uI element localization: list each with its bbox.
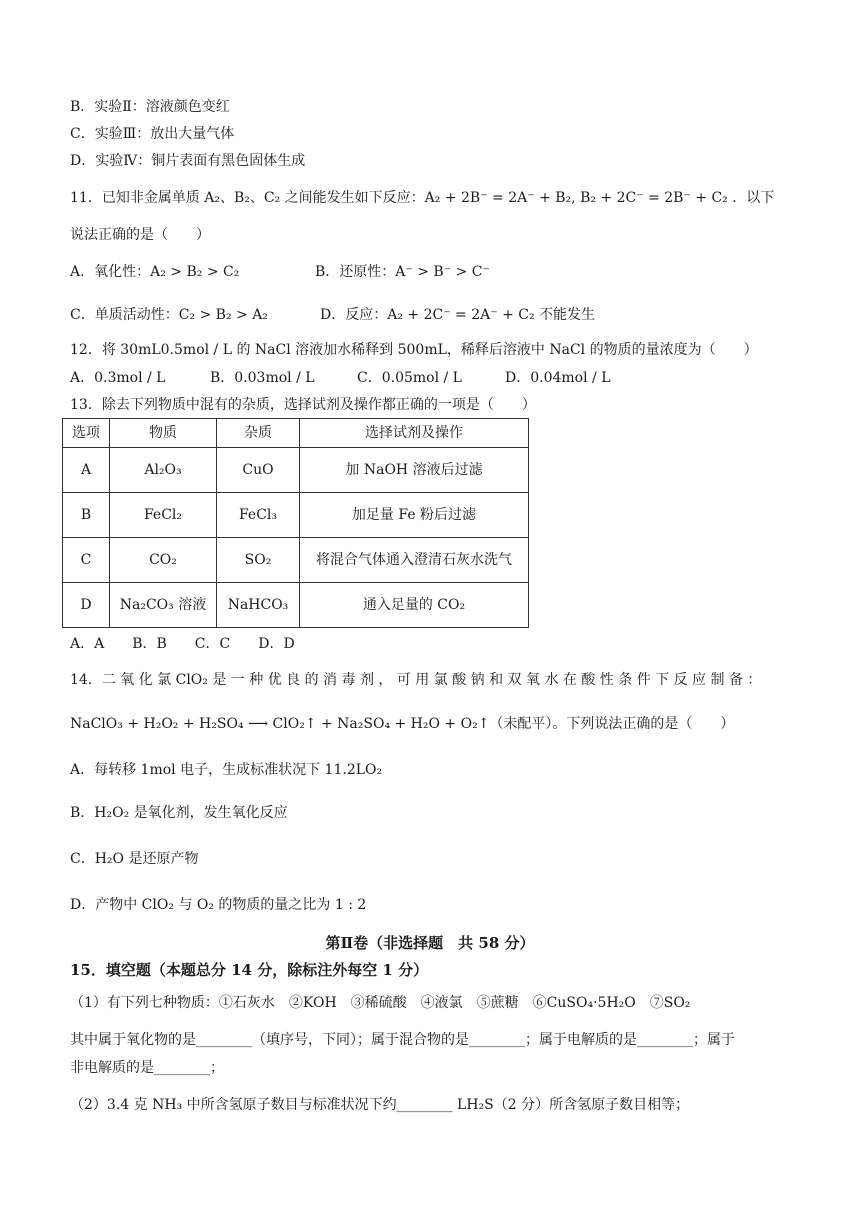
q14-option-b: B．H₂O₂ 是氧化剂，发生氧化反应 (70, 805, 288, 821)
q12-option-a: A．0.3mol / L (70, 370, 166, 386)
table-header-row (63, 419, 529, 448)
table-cell: Al₂O₃ (110, 448, 217, 493)
table-cell: CO₂ (110, 538, 217, 583)
table-cell: C (63, 538, 110, 583)
q14-option-a: A．每转移 1mol 电子，生成标准状况下 11.2LO₂ (70, 762, 383, 778)
table-row (63, 448, 529, 493)
q10-option-c: C．实验Ⅲ：放出大量气体 (70, 126, 235, 142)
q11-option-a: A．氧化性：A₂ > B₂ > C₂ (70, 264, 240, 280)
q15-part2: （2）3.4 克 NH₃ 中所含氢原子数目与标准状况下约________ LH₂S（2 分）所含氢原子数目相等； (70, 1097, 690, 1113)
table-header-cell: 选择试剂及操作 (300, 419, 529, 448)
q11-option-d: D．反应：A₂ + 2C⁻ = 2A⁻ + C₂ 不能发生 (320, 307, 596, 323)
table-cell: B (63, 493, 110, 538)
q11-stem-line2: 说法正确的是（ ） (70, 227, 210, 243)
table-cell: CuO (217, 448, 300, 493)
table-cell: 通入足量的 CO₂ (300, 583, 529, 628)
table-cell: 加 NaOH 溶液后过滤 (300, 448, 529, 493)
q10-option-d: D．实验Ⅳ：铜片表面有黑色固体生成 (70, 153, 306, 169)
q11-option-b: B．还原性：A⁻ > B⁻ > C⁻ (315, 264, 490, 280)
table-cell: 将混合气体通入澄清石灰水洗气 (300, 538, 529, 583)
q14-stem-line1: 14．二 氧 化 氯 ClO₂ 是 一 种 优 良 的 消 毒 剂 ， 可 用 氯 酸 钠 和 双 氧 水 在 酸 性 条 件 下 反 应 制 备 ： (70, 672, 762, 688)
table-header-cell: 选项 (63, 419, 110, 448)
table-cell: A (63, 448, 110, 493)
table-row (63, 538, 529, 583)
q12-stem: 12．将 30mL0.5mol / L 的 NaCl 溶液加水稀释到 500mL，稀释后溶液中 NaCl 的物质的量浓度为（ ） (70, 342, 758, 358)
section-header: 第Ⅱ卷（非选择题 共 58 分） (325, 934, 535, 952)
table-cell: D (63, 583, 110, 628)
q13-table (62, 418, 529, 628)
q12-option-d: D．0.04mol / L (505, 370, 611, 386)
q14-stem-line2: NaClO₃ + H₂O₂ + H₂SO₄ ⟶ ClO₂↑ + Na₂SO₄ + H₂O + O₂↑（未配平）。下列说法正确的是（ ） (70, 716, 735, 732)
q13-options: A．A B．B C．C D．D (70, 636, 295, 652)
q11-stem-line1: 11．已知非金属单质 A₂、B₂、C₂ 之间能发生如下反应：A₂ + 2B⁻ = 2A⁻ + B₂, B₂ + 2C⁻ = 2B⁻ + C₂ ．以下 (70, 190, 775, 206)
q15-part1-line2: 其中属于氧化物的是________（填序号，下同）；属于混合物的是________；属于电解质的是________；属于 (70, 1032, 735, 1048)
table-cell: FeCl₂ (110, 493, 217, 538)
q14-option-d: D．产物中 ClO₂ 与 O₂ 的物质的量之比为 1 : 2 (70, 897, 367, 913)
table-row (63, 583, 529, 628)
q15-part1-line3: 非电解质的是________； (70, 1060, 224, 1076)
table-cell: NaHCO₃ (217, 583, 300, 628)
q10-option-b: B．实验Ⅱ：溶液颜色变红 (70, 99, 230, 115)
table-header-cell: 杂质 (217, 419, 300, 448)
table-cell: Na₂CO₃ 溶液 (110, 583, 217, 628)
q11-option-c: C．单质活动性：C₂ > B₂ > A₂ (70, 307, 268, 323)
table-cell: FeCl₃ (217, 493, 300, 538)
q15-title: 15．填空题（本题总分 14 分，除标注外每空 1 分） (70, 961, 429, 979)
table-cell: 加足量 Fe 粉后过滤 (300, 493, 529, 538)
q15-part1-line1: （1）有下列七种物质：①石灰水 ②KOH ③稀硫酸 ④液氯 ⑤蔗糖 ⑥CuSO₄·5H₂O ⑦SO₂ (70, 995, 691, 1011)
table-row (63, 493, 529, 538)
q14-option-c: C．H₂O 是还原产物 (70, 851, 199, 867)
table-cell: SO₂ (217, 538, 300, 583)
q12-option-c: C．0.05mol / L (357, 370, 462, 386)
q12-option-b: B．0.03mol / L (210, 370, 315, 386)
table-header-cell: 物质 (110, 419, 217, 448)
q13-stem: 13．除去下列物质中混有的杂质，选择试剂及操作都正确的一项是（ ） (70, 397, 536, 413)
